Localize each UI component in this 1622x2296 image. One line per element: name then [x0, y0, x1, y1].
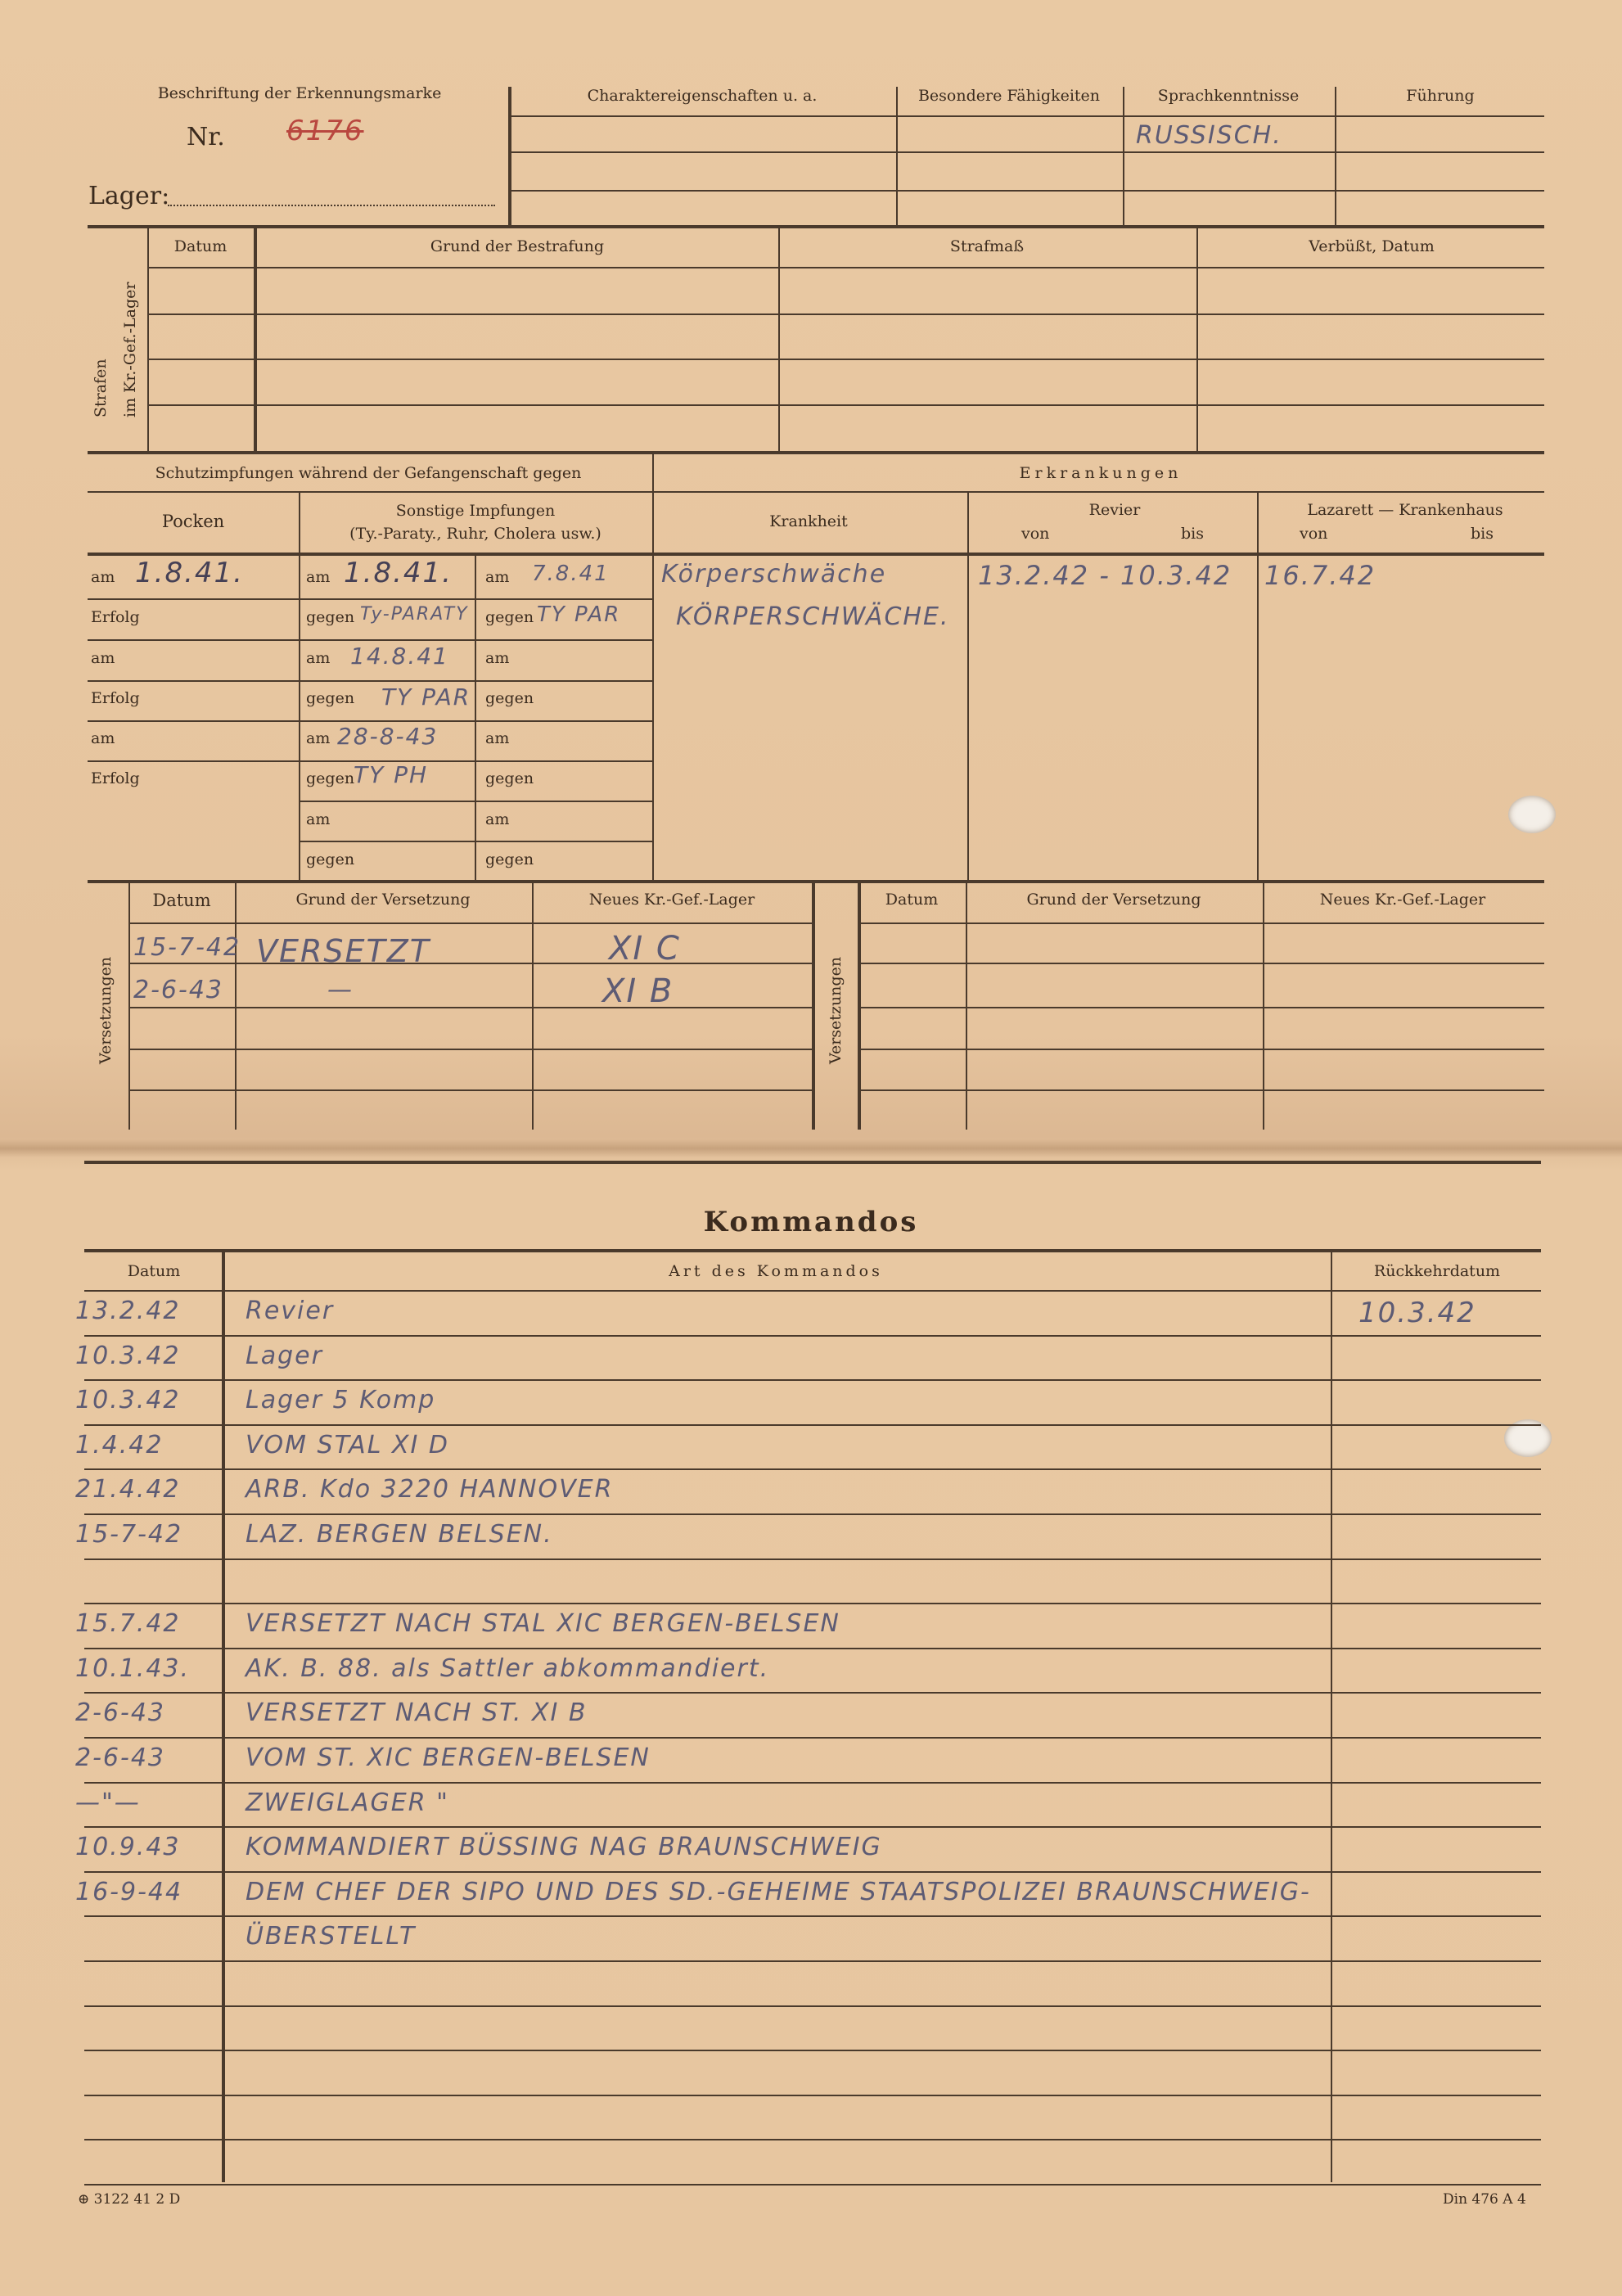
kommando-rule [84, 1603, 1541, 1604]
sonst-a-gegen2: gegen [306, 689, 355, 707]
col-charakter: Charaktereigenschaften u. a. [587, 87, 818, 105]
krankheit-label: Krankheit [769, 512, 848, 530]
kommandos-title: Kommandos [703, 1206, 919, 1238]
kommando-art: Revier [246, 1297, 335, 1325]
pocken-label: Pocken [161, 512, 225, 531]
rule [88, 491, 1544, 493]
rule [812, 882, 815, 1130]
sonst-a-gegen3-value: TY PH [354, 761, 429, 788]
sonst-a-am2-value: 14.8.41 [350, 643, 449, 670]
sonst-b-gegen1-value: TY PAR [537, 602, 621, 627]
revier-von-label: von [1021, 525, 1050, 543]
rule [508, 87, 511, 226]
kommando-art: VERSETZT NACH ST. XI B [246, 1698, 588, 1727]
strafen-side-label: Strafen [92, 359, 110, 417]
kommando-art: VERSETZT NACH STAL XIC BERGEN-BELSEN [246, 1609, 840, 1638]
rule [510, 151, 1544, 153]
lazarett-von-value: 16.7.42 [1264, 560, 1376, 591]
rule [299, 801, 652, 802]
col-fuehrung: Führung [1406, 87, 1475, 105]
rule [896, 87, 898, 226]
kommando-art: VOM ST. XIC BERGEN-BELSEN [246, 1743, 651, 1772]
kommando-datum: 10.3.42 [75, 1386, 181, 1414]
rule [652, 453, 654, 881]
rule [84, 1290, 1541, 1292]
sonst-b-gegen2: gegen [485, 689, 534, 707]
kommando-rule [84, 1335, 1541, 1337]
kommando-rule [84, 1558, 1541, 1560]
rule [88, 880, 1544, 883]
kommando-rule [84, 1737, 1541, 1739]
rule [147, 227, 149, 452]
kommando-art: KOMMANDIERT BÜSSING NAG BRAUNSCHWEIG [246, 1833, 882, 1861]
impfungen-title: Schutzimpfungen während der Gefangenschaft gegen [155, 464, 582, 482]
sonst-a-am4: am [306, 810, 331, 828]
rule [128, 882, 130, 1130]
kommando-art: VOM STAL XI D [246, 1431, 449, 1459]
kommando-rule [84, 1692, 1541, 1694]
kommando-rule [84, 1915, 1541, 1917]
sonstige-label: Sonstige Impfungen [395, 502, 556, 520]
kommando-datum: 21.4.42 [75, 1475, 181, 1504]
sonst-a-am3-value: 28-8-43 [337, 723, 439, 750]
col-faehigkeiten: Besondere Fähigkeiten [917, 87, 1101, 105]
sonst-a-am1-value: 1.8.41. [344, 557, 453, 589]
rule [130, 963, 812, 964]
rule [88, 225, 1544, 228]
sonst-a-gegen4: gegen [306, 850, 355, 868]
lazarett-von-label: von [1300, 525, 1328, 543]
rule [1123, 87, 1124, 226]
vers-col-grund: Grund der Versetzung [295, 891, 471, 909]
rule [859, 1089, 1544, 1091]
sonst-b-am3: am [485, 729, 510, 747]
rule [859, 1049, 1544, 1050]
kommando-rule [84, 2184, 1541, 2185]
vers-row1-lager: XI C [609, 930, 681, 968]
kdo-col-datum: Datum [127, 1262, 181, 1280]
vers-col-datum-2: Datum [885, 891, 939, 909]
rule [778, 227, 780, 452]
sonst-b-am1: am [485, 568, 510, 586]
kommando-datum: 2-6-43 [75, 1743, 165, 1772]
rule [532, 882, 534, 1130]
rule [149, 404, 1544, 406]
kommando-rule [84, 2095, 1541, 2096]
krankheit-value-1: Körperschwäche [661, 560, 887, 589]
vers-row2-datum: 2-6-43 [133, 976, 223, 1004]
sonst-b-gegen1: gegen [485, 608, 534, 626]
kommando-rule [84, 1871, 1541, 1873]
strafen-col-strafmass: Strafmaß [949, 237, 1025, 255]
vers-col-datum: Datum [152, 891, 211, 910]
strafen-side-label-2: im Kr.-Gef.-Lager [121, 282, 139, 417]
sonst-b-am2: am [485, 649, 510, 667]
rule [859, 1007, 1544, 1008]
nr-label: Nr. [187, 123, 225, 151]
rule [130, 1049, 812, 1050]
sonst-b-am4: am [485, 810, 510, 828]
nr-value: 6176 [286, 115, 364, 147]
kdo-col-rueckkehr: Rückkehrdatum [1373, 1262, 1501, 1280]
rule [859, 963, 1544, 964]
rule [88, 639, 652, 641]
rule [84, 1249, 1541, 1252]
pocken-am-value: 1.8.41. [135, 557, 244, 589]
rule [967, 493, 969, 881]
vers-row1-datum: 15-7-42 [133, 933, 241, 962]
kommando-art: DEM CHEF DER SIPO UND DES SD.-GEHEIME STAATSPOLIZEI BRAUNSCHWEIG- [246, 1878, 1311, 1906]
lazarett-label: Lazarett — Krankenhaus [1307, 501, 1503, 519]
sonst-b-gegen4: gegen [485, 850, 534, 868]
rule [130, 922, 812, 924]
rule [1257, 493, 1259, 881]
rule [222, 1251, 225, 2182]
revier-label: Revier [1088, 501, 1141, 519]
lazarett-bis-label: bis [1471, 525, 1494, 543]
rule [149, 267, 1544, 268]
punch-hole [1508, 796, 1556, 833]
kommando-rule [84, 1782, 1541, 1784]
kommando-rueckkehr: 10.3.42 [1358, 1297, 1476, 1329]
revier-value: 13.2.42 - 10.3.42 [978, 560, 1232, 591]
sonst-a-am3: am [306, 729, 331, 747]
kommando-rule [84, 2050, 1541, 2051]
vers-row2-lager: XI B [602, 972, 674, 1010]
kommando-rule [84, 1379, 1541, 1381]
kommando-datum: 10.1.43. [75, 1654, 191, 1683]
rule [88, 720, 652, 722]
kommando-datum: 2-6-43 [75, 1698, 165, 1727]
kommando-rule [84, 1826, 1541, 1828]
kdo-col-art: Art des Kommandos [669, 1262, 883, 1280]
print-code: ⊕ 3122 41 2 D [78, 2191, 181, 2208]
kommando-rule [84, 1960, 1541, 1962]
row-label-erfolg: Erfolg [91, 689, 140, 707]
row-label-erfolg: Erfolg [91, 769, 140, 787]
kommando-rule [84, 1468, 1541, 1470]
col-sprachkenntnisse: Sprachkenntnisse [1157, 87, 1300, 105]
lager-dotted-line [168, 205, 495, 206]
vers-row1-grund: VERSETZT [256, 933, 430, 969]
rule [88, 553, 1544, 556]
rule [299, 841, 652, 842]
kommando-art: Lager [246, 1342, 323, 1370]
kommando-datum: 15.7.42 [75, 1609, 181, 1638]
rule [1196, 227, 1198, 452]
vers-col-lager-2: Neues Kr.-Gef.-Lager [1319, 891, 1486, 909]
rule [1263, 882, 1264, 1130]
row-label-am: am [91, 649, 115, 667]
versetzungen-side-label: Versetzungen [97, 956, 115, 1064]
kommando-art: Lager 5 Komp [246, 1386, 436, 1414]
vers-row2-grund: — [327, 976, 354, 1004]
strafen-col-verbuesst: Verbüßt, Datum [1309, 237, 1435, 255]
kommando-art: AK. B. 88. als Sattler abkommandiert. [246, 1654, 770, 1683]
kommando-datum: 10.9.43 [75, 1833, 181, 1861]
kommando-rule [84, 2005, 1541, 2007]
erkennungsmarke-label: Beschriftung der Erkennungsmarke [157, 84, 442, 102]
strafen-col-datum: Datum [173, 237, 228, 255]
lager-label: Lager: [88, 182, 170, 210]
sonst-a-gegen1: gegen [306, 608, 355, 626]
vers-col-grund-2: Grund der Versetzung [1026, 891, 1201, 909]
rule [235, 882, 237, 1130]
revier-bis-label: bis [1181, 525, 1204, 543]
kommando-art: ÜBERSTELLT [246, 1922, 417, 1951]
strafen-col-grund: Grund der Bestrafung [430, 237, 605, 255]
rule [149, 359, 1544, 360]
erkrankungen-title: Erkrankungen [1019, 464, 1183, 482]
sonst-a-gegen3: gegen [306, 769, 355, 787]
kommando-datum: —"— [75, 1789, 141, 1817]
rule [299, 493, 300, 881]
print-code-text: 3122 41 2 D [93, 2191, 181, 2208]
row-label-am: am [91, 568, 115, 586]
kommando-rule [84, 2139, 1541, 2140]
sonst-b-am1-value: 7.8.41 [532, 562, 610, 586]
rule [1331, 1251, 1332, 2182]
krankheit-value-2: KÖRPERSCHWÄCHE. [676, 602, 950, 631]
rule [84, 1161, 1541, 1164]
rule [510, 115, 1544, 117]
kommando-art: ZWEIGLAGER " [246, 1789, 449, 1817]
kommando-rule [84, 1513, 1541, 1515]
kommando-art: LAZ. BERGEN BELSEN. [246, 1520, 553, 1549]
sonst-a-gegen1-value: Ty-PARATY [360, 604, 469, 625]
sonstige-sub: (Ty.-Paraty., Ruhr, Cholera usw.) [349, 525, 601, 543]
rule [88, 451, 1544, 454]
kommando-datum: 10.3.42 [75, 1342, 181, 1370]
sonst-a-gegen2-value: TY PAR [381, 683, 471, 710]
kommando-datum: 16-9-44 [75, 1878, 183, 1906]
kommando-datum: 1.4.42 [75, 1431, 164, 1459]
din-code: Din 476 A 4 [1443, 2191, 1526, 2208]
kommando-art: ARB. Kdo 3220 HANNOVER [246, 1475, 614, 1504]
kommando-datum: 15-7-42 [75, 1520, 183, 1549]
rule [510, 190, 1544, 192]
rule [858, 882, 861, 1130]
page-fold [0, 1139, 1622, 1157]
sonst-a-am2: am [306, 649, 331, 667]
kommando-rule [84, 1648, 1541, 1649]
kommando-datum: 13.2.42 [75, 1297, 181, 1325]
rule [475, 554, 476, 881]
sprachkenntnisse-value: RUSSISCH. [1136, 121, 1282, 150]
vers-col-lager: Neues Kr.-Gef.-Lager [588, 891, 755, 909]
sonst-b-gegen3: gegen [485, 769, 534, 787]
rule [966, 882, 967, 1130]
kommando-rule [84, 1424, 1541, 1426]
sonst-a-am1: am [306, 568, 331, 586]
row-label-erfolg: Erfolg [91, 608, 140, 626]
rule [88, 680, 652, 682]
row-label-am: am [91, 729, 115, 747]
rule [130, 1007, 812, 1008]
rule [254, 227, 257, 452]
versetzungen-side-label-2: Versetzungen [827, 956, 845, 1064]
rule [1335, 87, 1336, 226]
rule [149, 314, 1544, 315]
rule [88, 598, 652, 600]
rule [130, 1089, 812, 1091]
rule [859, 922, 1544, 924]
